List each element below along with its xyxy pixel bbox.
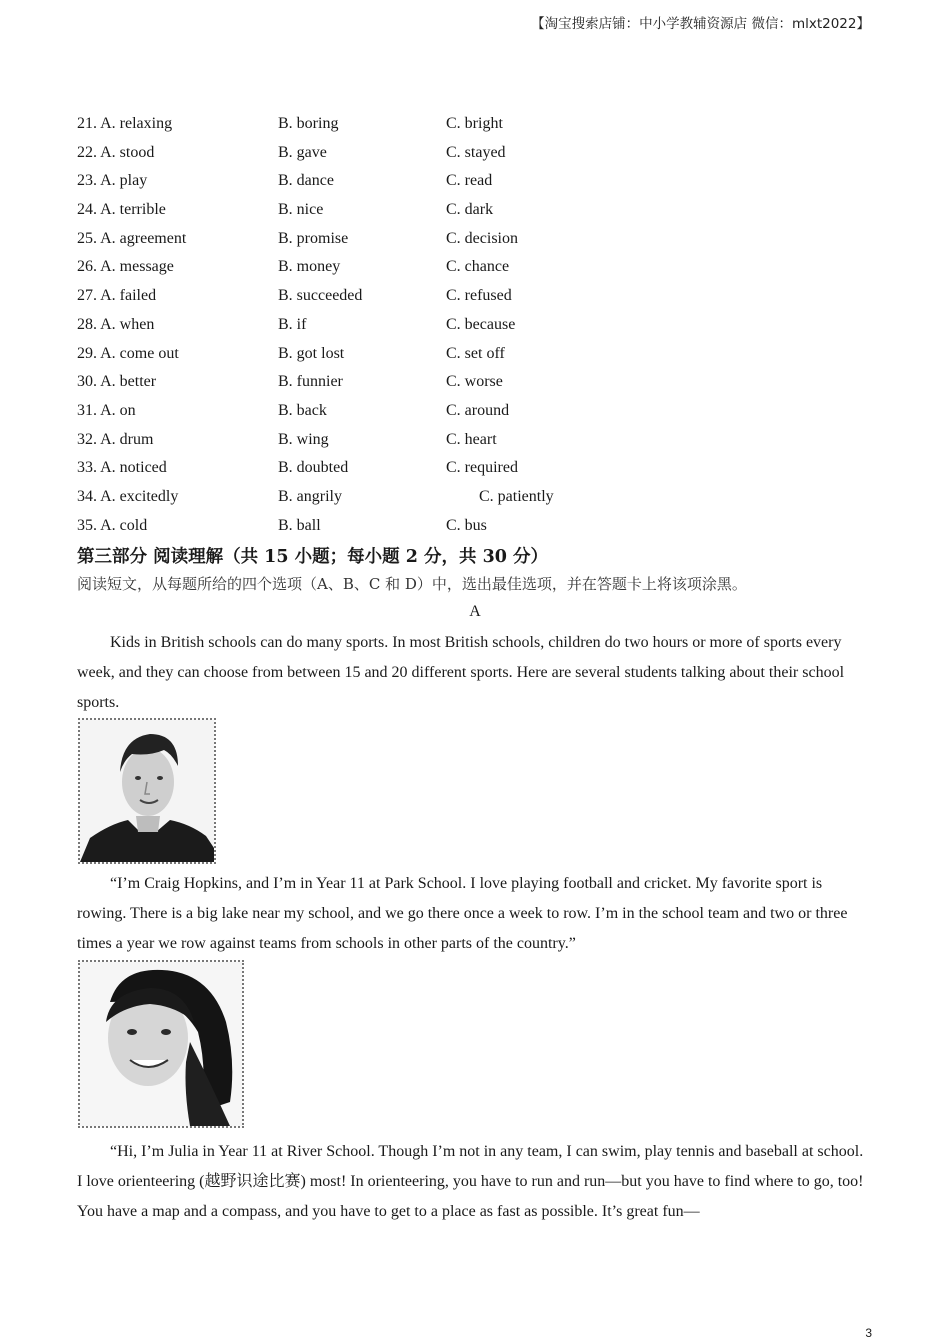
option-c: C. patiently xyxy=(479,487,554,505)
boy-portrait-image xyxy=(80,720,214,862)
option-b: B. gave xyxy=(278,143,327,161)
option-row xyxy=(77,139,797,168)
section-title: 第三部分 阅读理解（共 15 小题；每小题 2 分，共 30 分） xyxy=(77,547,549,567)
option-a: 30. A. better xyxy=(77,373,157,391)
option-c: C. dark xyxy=(446,201,494,219)
option-row xyxy=(77,512,797,541)
option-b: B. promise xyxy=(278,229,349,247)
option-a: 32. A. drum xyxy=(77,430,154,448)
option-b: B. got lost xyxy=(278,344,345,362)
passage-intro: Kids in British schools can do many sports. In most British schools, children do two hours or more of sports every week, and they can choose from between 15 and 20 different sports. Here are several students talking about their school sports. xyxy=(77,634,845,711)
option-b: B. ball xyxy=(278,516,321,534)
option-b: B. boring xyxy=(278,115,339,132)
answer-options-list xyxy=(77,110,797,540)
option-c: C. decision xyxy=(446,229,518,247)
option-row xyxy=(77,340,797,369)
option-row xyxy=(77,167,797,196)
girl-portrait-image xyxy=(80,962,242,1126)
option-a: 28. A. when xyxy=(77,315,155,333)
option-a: 21. A. relaxing xyxy=(77,115,173,132)
option-c: C. required xyxy=(446,459,518,477)
page-header: 【淘宝搜索店铺：中小学教辅资源店 微信：mlxt2022】 xyxy=(531,16,870,32)
option-c: C. worse xyxy=(446,373,503,391)
option-b: B. nice xyxy=(278,201,324,219)
option-c: C. set off xyxy=(446,344,505,362)
option-b: B. angrily xyxy=(278,487,342,505)
option-a: 24. A. terrible xyxy=(77,201,166,219)
option-a: 22. A. stood xyxy=(77,143,155,161)
option-c: C. around xyxy=(446,401,510,419)
option-c: C. stayed xyxy=(446,143,506,161)
option-a: 33. A. noticed xyxy=(77,459,167,477)
passage-label: A xyxy=(469,603,481,620)
option-b: B. wing xyxy=(278,430,329,448)
option-row xyxy=(77,483,797,512)
julia-photo xyxy=(78,960,244,1128)
option-row xyxy=(77,196,797,225)
option-b: B. back xyxy=(278,401,327,419)
page-number: 3 xyxy=(865,1326,872,1340)
option-a: 29. A. come out xyxy=(77,344,179,362)
julia-paragraph: “Hi, I’m Julia in Year 11 at River School. Though I’m not in any team, I can swim, play tennis and baseball at school. I love orienteering (越野识途比赛) most! In orienteering, you have to run and run—but you have to find where to go, too! You have a map and a compass, and you have to get to a place as fast as possible. It’s great fun— xyxy=(77,1143,864,1220)
option-b: B. succeeded xyxy=(278,287,363,305)
option-c: C. chance xyxy=(446,258,510,276)
option-row xyxy=(77,311,797,340)
option-a: 26. A. message xyxy=(77,258,174,276)
option-row xyxy=(77,397,797,426)
option-b: B. doubted xyxy=(278,459,349,477)
option-row xyxy=(77,253,797,282)
option-row xyxy=(77,225,797,254)
option-row xyxy=(77,368,797,397)
option-c: C. heart xyxy=(446,430,497,448)
option-b: B. money xyxy=(278,258,341,276)
section-instruction: 阅读短文，从每题所给的四个选项（A、B、C 和 D）中，选出最佳选项，并在答题卡上将该项涂黑。 xyxy=(77,575,747,593)
option-a: 23. A. play xyxy=(77,172,148,190)
option-row xyxy=(77,282,797,311)
option-a: 34. A. excitedly xyxy=(77,487,179,505)
option-c: C. bright xyxy=(446,115,503,132)
option-a: 31. A. on xyxy=(77,401,136,419)
option-a: 27. A. failed xyxy=(77,287,157,305)
option-row xyxy=(77,426,797,455)
option-c: C. refused xyxy=(446,287,512,305)
craig-paragraph: “I’m Craig Hopkins, and I’m in Year 11 at Park School. I love playing football and cricket. My favorite sport is rowing. There is a big lake near my school, and we go there once a week to row. I’m in the school team and two or three times a year we row against teams from schools in other parts of the country.” xyxy=(77,875,848,952)
option-b: B. if xyxy=(278,315,307,333)
option-row xyxy=(77,110,797,139)
craig-photo xyxy=(78,718,216,864)
option-b: B. dance xyxy=(278,172,334,190)
option-a: 35. A. cold xyxy=(77,516,148,534)
option-b: B. funnier xyxy=(278,373,343,391)
option-c: C. read xyxy=(446,172,493,190)
option-c: C. because xyxy=(446,315,516,333)
option-a: 25. A. agreement xyxy=(77,229,187,247)
option-row xyxy=(77,454,797,483)
option-c: C. bus xyxy=(446,516,487,534)
